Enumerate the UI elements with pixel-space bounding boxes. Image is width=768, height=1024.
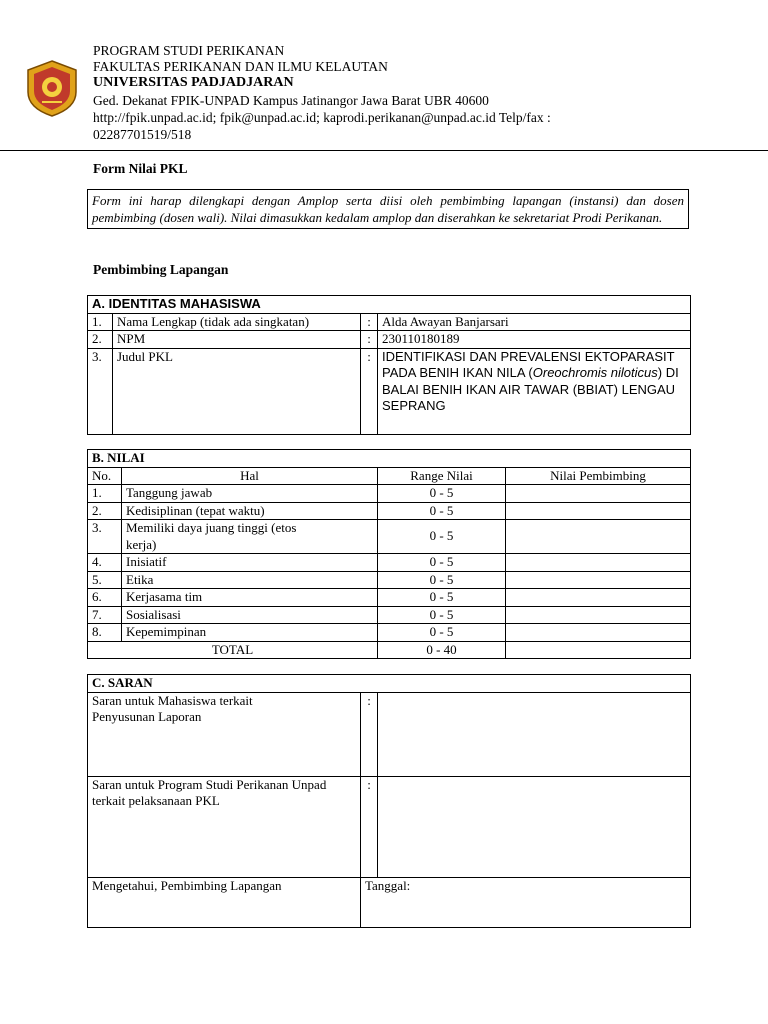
col-header-hal: Hal	[122, 467, 378, 485]
nilai-input[interactable]	[506, 589, 691, 607]
row-hal: Tanggung jawab	[122, 485, 378, 503]
saran-table	[87, 674, 691, 928]
row-colon: :	[361, 692, 378, 776]
table-row	[88, 502, 691, 520]
row-label: Nama Lengkap (tidak ada singkatan)	[113, 313, 361, 331]
npm-value[interactable]: 230110180189	[378, 331, 691, 349]
row-range: 0 - 5	[378, 502, 506, 520]
header-divider	[0, 150, 768, 151]
table-row	[88, 571, 691, 589]
nama-value[interactable]: Alda Awayan Banjarsari	[378, 313, 691, 331]
judul-value[interactable]	[378, 348, 691, 434]
nilai-input[interactable]	[506, 571, 691, 589]
col-header-no: No.	[88, 467, 122, 485]
row-number: 6.	[88, 589, 122, 607]
saran-mahasiswa-label: Saran untuk Mahasiswa terkait Penyusunan Laporan	[88, 692, 361, 776]
table-row	[88, 624, 691, 642]
nilai-input[interactable]	[506, 624, 691, 642]
nilai-table	[87, 449, 691, 659]
row-number: 3.	[88, 348, 113, 434]
row-number: 3.	[88, 520, 122, 554]
header-phone: 02287701519/518	[93, 127, 192, 142]
row-range: 0 - 5	[378, 485, 506, 503]
section-subtitle: Pembimbing Lapangan	[93, 262, 229, 277]
header-address: Ged. Dekanat FPIK-UNPAD Kampus Jatinangor Jawa Barat UBR 40600	[93, 93, 489, 108]
identitas-heading: A. IDENTITAS MAHASISWA	[88, 296, 691, 314]
total-row	[88, 641, 691, 659]
row-hal: Etika	[122, 571, 378, 589]
row-number: 7.	[88, 606, 122, 624]
row-range: 0 - 5	[378, 589, 506, 607]
instruction-box	[87, 189, 689, 229]
row-colon: :	[361, 313, 378, 331]
row-hal: Sosialisasi	[122, 606, 378, 624]
header-faculty: FAKULTAS PERIKANAN DAN ILMU KELAUTAN	[93, 59, 388, 74]
header-program: PROGRAM STUDI PERIKANAN	[93, 43, 285, 58]
row-number: 2.	[88, 331, 113, 349]
table-row	[88, 348, 691, 434]
signature-row	[88, 877, 691, 927]
table-row	[88, 520, 691, 554]
header-university: UNIVERSITAS PADJADJARAN	[93, 75, 294, 90]
row-range: 0 - 5	[378, 624, 506, 642]
table-row	[88, 313, 691, 331]
table-row	[88, 692, 691, 776]
nilai-input[interactable]	[506, 485, 691, 503]
judul-species: Oreochromis niloticus	[532, 365, 658, 380]
row-number: 1.	[88, 313, 113, 331]
row-hal: Kerjasama tim	[122, 589, 378, 607]
nilai-heading: B. NILAI	[88, 450, 691, 468]
row-label: Judul PKL	[113, 348, 361, 434]
nilai-input[interactable]	[506, 606, 691, 624]
judul-part: IDENTIFIKASI DAN PREVALENSI EKTOPARASIT PADA BENIH IKAN NILA (	[382, 348, 675, 380]
row-number: 4.	[88, 554, 122, 572]
col-header-nilai: Nilai Pembimbing	[506, 467, 691, 485]
instruction-text: Form ini harap dilengkapi dengan Amplop serta diisi oleh pembimbing lapangan (instansi) dan dosen pembimbing (dosen wali). Nilai dimasukkan kedalam amplop dan diserahkan ke sekretariat Prodi Perikanan.	[92, 193, 684, 225]
table-row	[88, 331, 691, 349]
saran-mahasiswa-input[interactable]	[378, 692, 691, 776]
row-hal: Inisiatif	[122, 554, 378, 572]
row-hal: Kedisiplinan (tepat waktu)	[122, 502, 378, 520]
row-range: 0 - 5	[378, 520, 506, 554]
university-seal-icon	[22, 58, 82, 118]
form-title: Form Nilai PKL	[93, 161, 188, 176]
row-number: 2.	[88, 502, 122, 520]
total-input[interactable]	[506, 641, 691, 659]
row-colon: :	[361, 331, 378, 349]
saran-prodi-input[interactable]	[378, 776, 691, 877]
table-row	[88, 554, 691, 572]
row-number: 1.	[88, 485, 122, 503]
table-row	[88, 485, 691, 503]
saran-heading: C. SARAN	[88, 675, 691, 693]
nilai-input[interactable]	[506, 520, 691, 554]
table-row	[88, 776, 691, 877]
row-hal: Kepemimpinan	[122, 624, 378, 642]
judul-part: ) DI BALAI BENIH IKAN AIR TAWAR (BBIAT) LENGAU SEPRANG	[382, 365, 679, 413]
table-row	[88, 606, 691, 624]
identitas-table	[87, 295, 691, 435]
row-label: NPM	[113, 331, 361, 349]
nilai-input[interactable]	[506, 502, 691, 520]
row-number: 5.	[88, 571, 122, 589]
total-label: TOTAL	[88, 641, 378, 659]
saran-prodi-label: Saran untuk Program Studi Perikanan Unpad terkait pelaksanaan PKL	[88, 776, 361, 877]
total-range: 0 - 40	[378, 641, 506, 659]
table-header-row	[88, 467, 691, 485]
row-range: 0 - 5	[378, 571, 506, 589]
row-number: 8.	[88, 624, 122, 642]
col-header-range: Range Nilai	[378, 467, 506, 485]
mengetahui-label: Mengetahui, Pembimbing Lapangan	[88, 877, 361, 927]
row-colon: :	[361, 348, 378, 434]
nilai-input[interactable]	[506, 554, 691, 572]
tanggal-field[interactable]: Tanggal:	[361, 877, 691, 927]
row-range: 0 - 5	[378, 554, 506, 572]
header-contacts: http://fpik.unpad.ac.id; fpik@unpad.ac.id; kaprodi.perikanan@unpad.ac.id Telp/fax :	[93, 110, 551, 125]
row-range: 0 - 5	[378, 606, 506, 624]
row-colon: :	[361, 776, 378, 877]
row-hal: Memiliki daya juang tinggi (etos kerja)	[122, 520, 378, 554]
table-row	[88, 589, 691, 607]
